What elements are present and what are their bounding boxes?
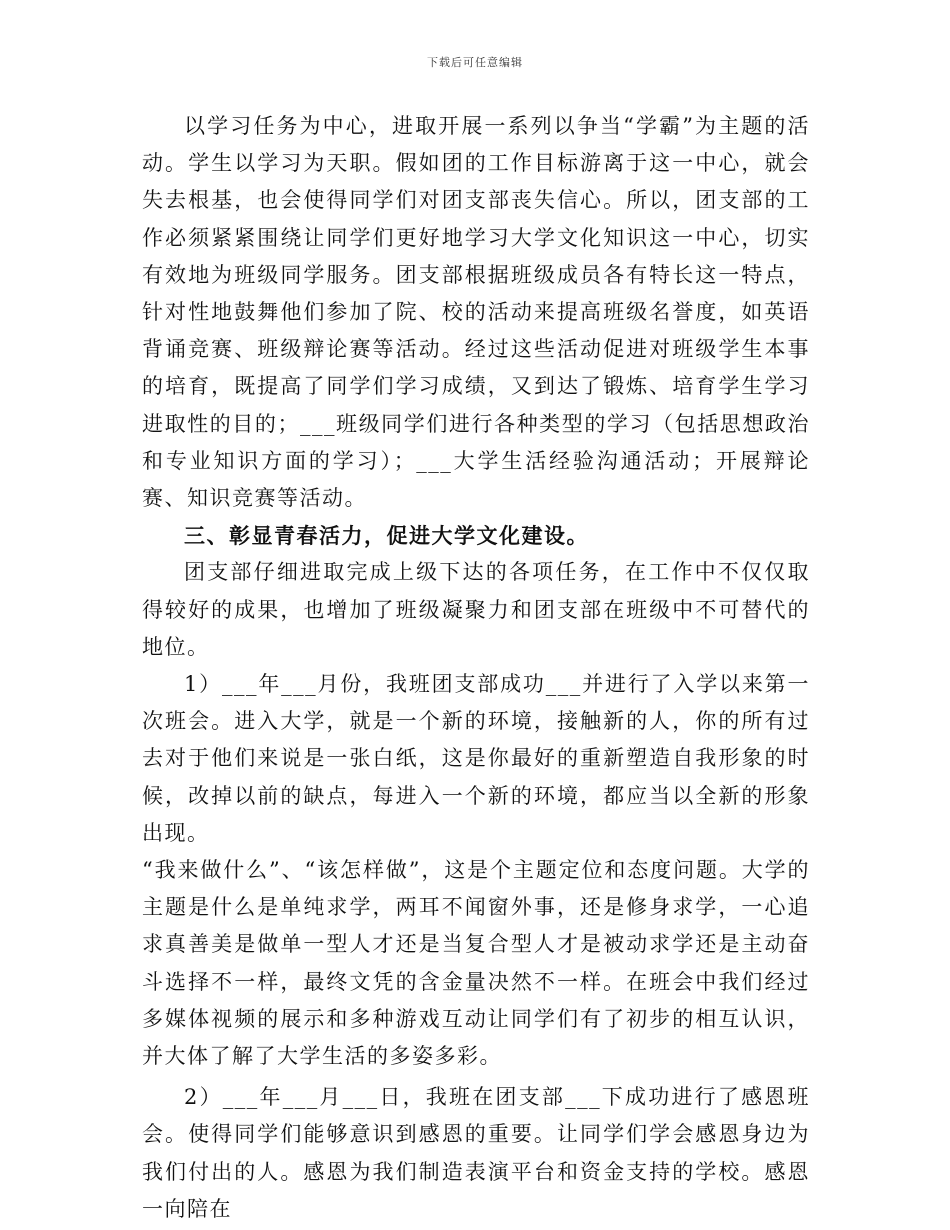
page-header: 下载后可任意编辑 bbox=[427, 56, 523, 69]
paragraph-study-activities: 以学习任务为中心，进取开展一系列以争当“学霸”为主题的活动。学生以学习为天职。假如团的工作目标游离于这一中心，就会失去根基，也会使得同学们对团支部丧失信心。所以，团支部的工作必须紧紧围绕让同学们更好地学习大学文化知识这一中心，切实有效地为班级同学服务。团支部根据班级成员各有特长这一特点，针对性地鼓舞他们参加了院、校的活动来提高班级名誉度，如英语背诵竞赛、班级辩论赛等活动。经过这些活动促进对班级学生本事的培育，既提高了同学们学习成绩，又到达了锻炼、培育学生学习进取性的目的；___班级同学们进行各种类型的学习（包括思想政治和专业知识方面的学习）；___大学生活经验沟通活动；开展辩论赛、知识竞赛等活动。 bbox=[142, 114, 810, 511]
section-heading-3: 三、彰显青春活力，促进大学文化建设。 bbox=[184, 523, 589, 549]
paragraph-tasks: 团支部仔细进取完成上级下达的各项任务，在工作中不仅仅取得较好的成果，也增加了班级凝聚力和团支部在班级中不可替代的地位。 bbox=[142, 560, 810, 659]
paragraph-first-class-meeting: 1）___年___月份，我班团支部成功___并进行了入学以来第一次班会。进入大学，就是一个新的环境，接触新的人，你的所有过去对于他们来说是一张白纸，这是你最好的重新塑造自我形象的时候，改掉以前的缺点，每进入一个新的环境，都应当以全新的形象出现。 bbox=[142, 672, 810, 845]
document-body bbox=[142, 108, 810, 1228]
paragraph-gratitude-meeting: 2）___年___月___日，我班在团支部___下成功进行了感恩班会。使得同学们能够意识到感恩的重要。让同学们学会感恩身边为我们付出的人。感恩为我们制造表演平台和资金支持的学校。感恩一向陪在 bbox=[142, 1085, 810, 1221]
paragraph-theme-question: “我来做什么”、“该怎样做”，这是个主题定位和态度问题。大学的主题是什么是单纯求学，两耳不闻窗外事，还是修身求学，一心追求真善美是做单一型人才还是当复合型人才是被动求学还是主动奋斗选择不一样，最终文凭的含金量决然不一样。在班会中我们经过多媒体视频的展示和多种游戏互动让同学们有了初步的相互认识，并大体了解了大学生活的多姿多彩。 bbox=[142, 858, 810, 1069]
